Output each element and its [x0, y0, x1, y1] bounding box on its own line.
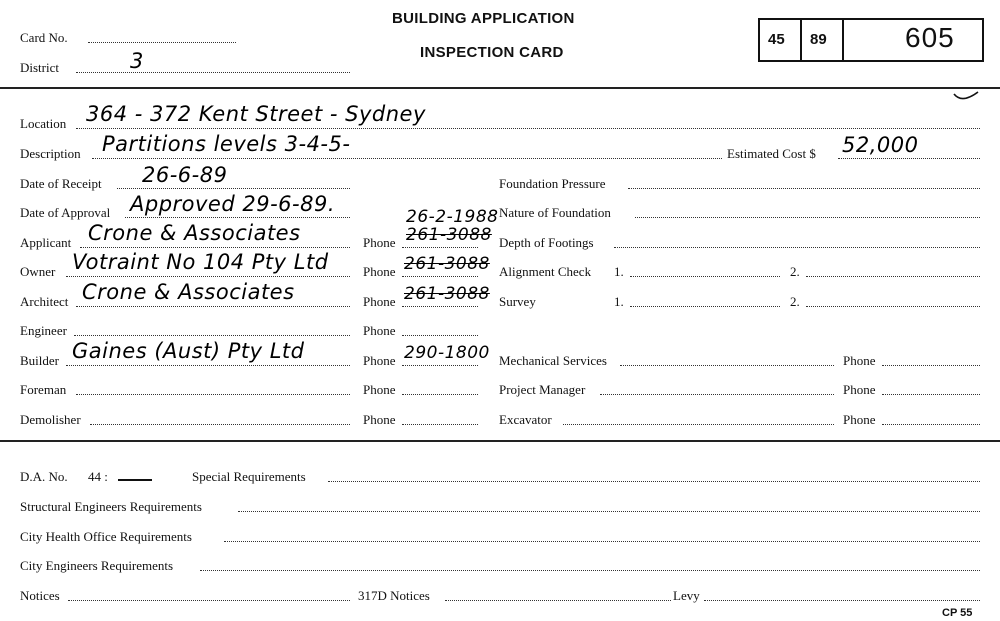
city-engineers-label: City Engineers Requirements	[20, 558, 174, 573]
reference-divider-2	[842, 20, 844, 60]
da-label: D.A. No.	[20, 469, 68, 484]
project-manager-phone-label: Phone	[843, 382, 876, 397]
excavator-phone-field[interactable]	[882, 424, 980, 425]
project-manager-phone-field[interactable]	[882, 394, 980, 395]
card-no-label: Card No.	[20, 30, 68, 45]
receipt-label: Date of Receipt	[20, 176, 102, 191]
estimated-cost-label: Estimated Cost $	[727, 146, 816, 161]
foundation-pressure-label: Foundation Pressure	[499, 176, 606, 191]
city-engineers-field[interactable]	[200, 570, 980, 571]
alignment-field-1[interactable]	[630, 276, 780, 277]
receipt-value: 26-6-89	[142, 163, 228, 187]
owner-value: Votraint No 104 Pty Ltd	[72, 250, 329, 274]
survey-num-1: 1.	[614, 294, 624, 309]
engineer-label: Engineer	[20, 323, 67, 338]
approval-value: Approved 29-6-89.	[130, 192, 335, 216]
architect-label: Architect	[20, 294, 69, 309]
description-value: Partitions levels 3-4-5-	[102, 132, 351, 156]
builder-value: Gaines (Aust) Pty Ltd	[72, 339, 305, 363]
foundation-pressure-field[interactable]	[628, 188, 980, 189]
project-manager-field[interactable]	[600, 394, 834, 395]
header-rule	[0, 87, 1000, 89]
health-field[interactable]	[224, 541, 980, 542]
da-value: 44 :	[88, 469, 108, 484]
survey-field-1[interactable]	[630, 306, 780, 307]
applicant-field[interactable]	[80, 247, 350, 248]
mechanical-phone-field[interactable]	[882, 365, 980, 366]
applicant-phone-value: 261-3088	[406, 225, 492, 245]
demolisher-label: Demolisher	[20, 412, 81, 427]
reference-b: 89	[810, 31, 827, 48]
location-value: 364 - 372 Kent Street - Sydney	[86, 102, 426, 126]
excavator-label: Excavator	[499, 412, 552, 427]
architect-phone-field[interactable]	[402, 306, 478, 307]
special-requirements-field[interactable]	[328, 481, 980, 482]
approval-field[interactable]	[125, 217, 350, 218]
alignment-field-2[interactable]	[806, 276, 980, 277]
card-no-field[interactable]	[88, 42, 236, 43]
architect-value: Crone & Associates	[82, 280, 295, 304]
foreman-label: Foreman	[20, 382, 67, 397]
applicant-phone-note: 26-2-1988	[406, 207, 499, 227]
owner-phone-value: 261-3088	[404, 254, 490, 274]
notices-label: Notices	[20, 588, 60, 603]
owner-field[interactable]	[66, 276, 350, 277]
structural-label: Structural Engineers Requirements	[20, 499, 202, 514]
alignment-num-2: 2.	[790, 264, 800, 279]
applicant-phone-label: Phone	[363, 235, 396, 250]
nature-foundation-field[interactable]	[635, 217, 980, 218]
applicant-value: Crone & Associates	[88, 221, 301, 245]
owner-phone-label: Phone	[363, 264, 396, 279]
alignment-num-1: 1.	[614, 264, 624, 279]
form-code: CP 55	[942, 607, 973, 619]
structural-field[interactable]	[238, 511, 980, 512]
notices-317d-label: 317D Notices	[358, 588, 430, 603]
survey-field-2[interactable]	[806, 306, 980, 307]
architect-phone-label: Phone	[363, 294, 396, 309]
demolisher-field[interactable]	[90, 424, 350, 425]
foreman-phone-label: Phone	[363, 382, 396, 397]
foreman-field[interactable]	[76, 394, 350, 395]
applicant-label: Applicant	[20, 235, 72, 250]
depth-footings-field[interactable]	[614, 247, 980, 248]
excavator-field[interactable]	[563, 424, 834, 425]
builder-phone-label: Phone	[363, 353, 396, 368]
tick-mark-icon	[952, 90, 982, 106]
demolisher-phone-field[interactable]	[402, 424, 478, 425]
card-title: BUILDING APPLICATION	[392, 10, 575, 27]
foreman-phone-field[interactable]	[402, 394, 478, 395]
builder-phone-field[interactable]	[402, 365, 478, 366]
engineer-field[interactable]	[74, 335, 350, 336]
demolisher-phone-label: Phone	[363, 412, 396, 427]
special-requirements-label: Special Requirements	[192, 469, 306, 484]
builder-field[interactable]	[66, 365, 350, 366]
builder-label: Builder	[20, 353, 59, 368]
health-label: City Health Office Requirements	[20, 529, 192, 544]
estimated-cost-value: 52,000	[842, 133, 919, 157]
levy-field[interactable]	[704, 600, 980, 601]
architect-phone-value: 261-3088	[404, 284, 490, 304]
approval-label: Date of Approval	[20, 205, 111, 220]
owner-phone-field[interactable]	[402, 276, 478, 277]
description-label: Description	[20, 146, 81, 161]
builder-phone-value: 290-1800	[404, 343, 490, 363]
district-value: 3	[130, 49, 144, 73]
description-field[interactable]	[92, 158, 722, 159]
engineer-phone-label: Phone	[363, 323, 396, 338]
location-field[interactable]	[76, 128, 980, 129]
nature-foundation-label: Nature of Foundation	[499, 205, 611, 220]
mechanical-phone-label: Phone	[843, 353, 876, 368]
estimated-cost-field[interactable]	[838, 158, 980, 159]
architect-field[interactable]	[76, 306, 350, 307]
applicant-phone-field[interactable]	[402, 247, 478, 248]
da-value-dash	[118, 479, 152, 481]
reference-number: 605	[905, 22, 955, 53]
depth-footings-label: Depth of Footings	[499, 235, 594, 250]
location-label: Location	[20, 116, 67, 131]
card-subtitle: INSPECTION CARD	[420, 44, 564, 61]
alignment-label: Alignment Check	[499, 264, 592, 279]
receipt-field[interactable]	[117, 188, 350, 189]
mechanical-field[interactable]	[620, 365, 834, 366]
survey-num-2: 2.	[790, 294, 800, 309]
district-label: District	[20, 60, 59, 75]
mechanical-label: Mechanical Services	[499, 353, 607, 368]
project-manager-label: Project Manager	[499, 382, 586, 397]
middle-rule	[0, 440, 1000, 442]
engineer-phone-field[interactable]	[402, 335, 478, 336]
reference-a: 45	[768, 31, 785, 48]
reference-divider-1	[800, 20, 802, 60]
notices-317d-field[interactable]	[445, 600, 671, 601]
excavator-phone-label: Phone	[843, 412, 876, 427]
district-field[interactable]	[76, 72, 350, 73]
survey-label: Survey	[499, 294, 536, 309]
levy-label: Levy	[673, 588, 700, 603]
owner-label: Owner	[20, 264, 56, 279]
notices-field[interactable]	[68, 600, 350, 601]
